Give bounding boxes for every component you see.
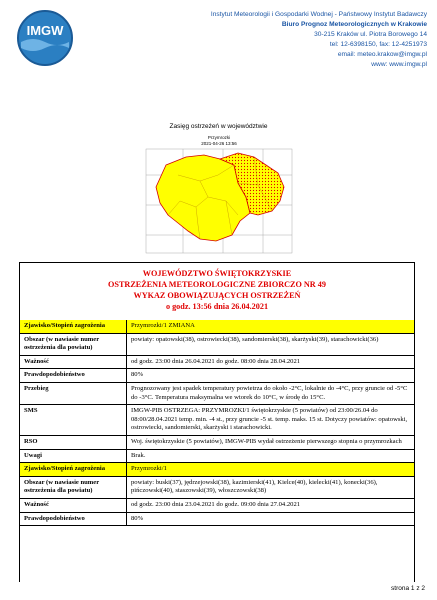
row-value: 80% [127, 512, 415, 526]
row-value: od godz. 23:00 dnia 26.04.2021 do godz. 08:00 dnia 28.04.2021 [127, 355, 415, 369]
warning-map [138, 135, 300, 255]
map-graphic [138, 135, 300, 255]
table-row [20, 405, 414, 436]
row-label: Ważność [20, 498, 127, 512]
institute-name: Instytut Meteorologii i Gospodarki Wodnej - Państwowy Instytut Badawczy [210, 11, 427, 18]
row-label: Prawdopodobieństwo [20, 512, 127, 526]
row-value: Przymrozki/1 [127, 463, 415, 477]
phone: tel: 12-6398150, fax: 12-4251973 [329, 41, 427, 48]
page-number: strona 1 z 2 [391, 585, 425, 592]
row-label: Ważność [20, 355, 127, 369]
website: www: www.imgw.pl [371, 61, 427, 68]
institution-header [87, 10, 427, 70]
row-value: Brak. [127, 449, 415, 463]
row-value: powiaty: opatowski(38), ostrowiecki(38), sandomierski(38), skarżyski(39), starachowicki(36) [127, 333, 415, 355]
bureau-name: Biuro Prognoz Meteorologicznych w Krakowie [281, 21, 427, 28]
address: 30-215 Kraków ul. Piotra Borowego 14 [314, 31, 427, 38]
report-title-region: WOJEWÓDZTWO ŚWIĘTOKRZYSKIE [142, 269, 292, 278]
row-value: od godz. 23:00 dnia 23.04.2021 do godz. 09:00 dnia 27.04.2021 [127, 498, 415, 512]
logo-text: IMGW [26, 23, 64, 38]
table-row [20, 320, 414, 333]
warnings-report [19, 262, 415, 582]
row-label: Obszar (w nawiasie numer ostrzeżenia dla powiatu) [20, 333, 127, 355]
row-value: 80% [127, 369, 415, 383]
report-title-bulletin: OSTRZEŻENIA METEOROLOGICZNE ZBIORCZO NR 49 [108, 280, 326, 289]
row-label: Zjawisko/Stopień zagrożenia [20, 463, 127, 477]
row-label: Przebieg [20, 382, 127, 404]
row-value: IMGW-PIB OSTRZEGA: PRZYMROZKI/1 świętokrzyskie (5 powiatów) od 23:00/26.04 do 08:00/28.04.2021 temp. min. -4 st., przy gruncie -5 st. temp. maks. 15 st. Dotyczy powiatów: opatowski, ostrowiecki, sandomierski, skarżyski i starachowicki. [127, 405, 415, 436]
map-title: Zasięg ostrzeżeń w województwie [169, 123, 268, 130]
map-caption-phenomenon: Przymrozki [207, 135, 231, 140]
table-row [20, 476, 414, 498]
row-value: Przymrozki/1 ZMIANA [127, 320, 415, 333]
table-row [20, 449, 414, 463]
row-value: Prognozowany jest spadek temperatury powietrza do około -2°C, lokalnie do -4°C, przy gruncie od -5°C do -3°C. Temperatura maksymalna we wtorek do 10°C, w środę do 15°C. [127, 382, 415, 404]
row-label: Uwagi [20, 449, 127, 463]
report-title-list: WYKAZ OBOWIĄZUJĄCYCH OSTRZEŻEŃ [133, 291, 301, 300]
table-row [20, 512, 414, 526]
table-row [20, 369, 414, 383]
imgw-logo [15, 8, 75, 68]
row-label: RSO [20, 435, 127, 449]
row-label: SMS [20, 405, 127, 436]
table-row [20, 435, 414, 449]
row-value: Woj. świętokrzyskie (5 powiatów), IMGW-PIB wydał ostrzeżenie pierwszego stopnia o przymrozkach [127, 435, 415, 449]
row-label: Zjawisko/Stopień zagrożenia [20, 320, 127, 333]
map-caption [138, 135, 300, 147]
map-caption-date: 2021-04-26 13:56 [201, 141, 237, 146]
table-row [20, 498, 414, 512]
warnings-table [20, 320, 414, 526]
row-value: powiaty: buski(37), jędrzejowski(38), kazimierski(41), Kielce(40), kielecki(41), konecki(36), pińczowski(40), staszowski(39), włoszczowski(38) [127, 476, 415, 498]
table-row [20, 333, 414, 355]
report-title [20, 263, 414, 320]
report-title-time: o godz. 13:56 dnia 26.04.2021 [165, 302, 269, 311]
row-label: Prawdopodobieństwo [20, 369, 127, 383]
table-row [20, 382, 414, 404]
table-row [20, 355, 414, 369]
email: email: meteo.krakow@imgw.pl [337, 51, 427, 58]
row-label: Obszar (w nawiasie numer ostrzeżenia dla powiatu) [20, 476, 127, 498]
table-row [20, 463, 414, 477]
